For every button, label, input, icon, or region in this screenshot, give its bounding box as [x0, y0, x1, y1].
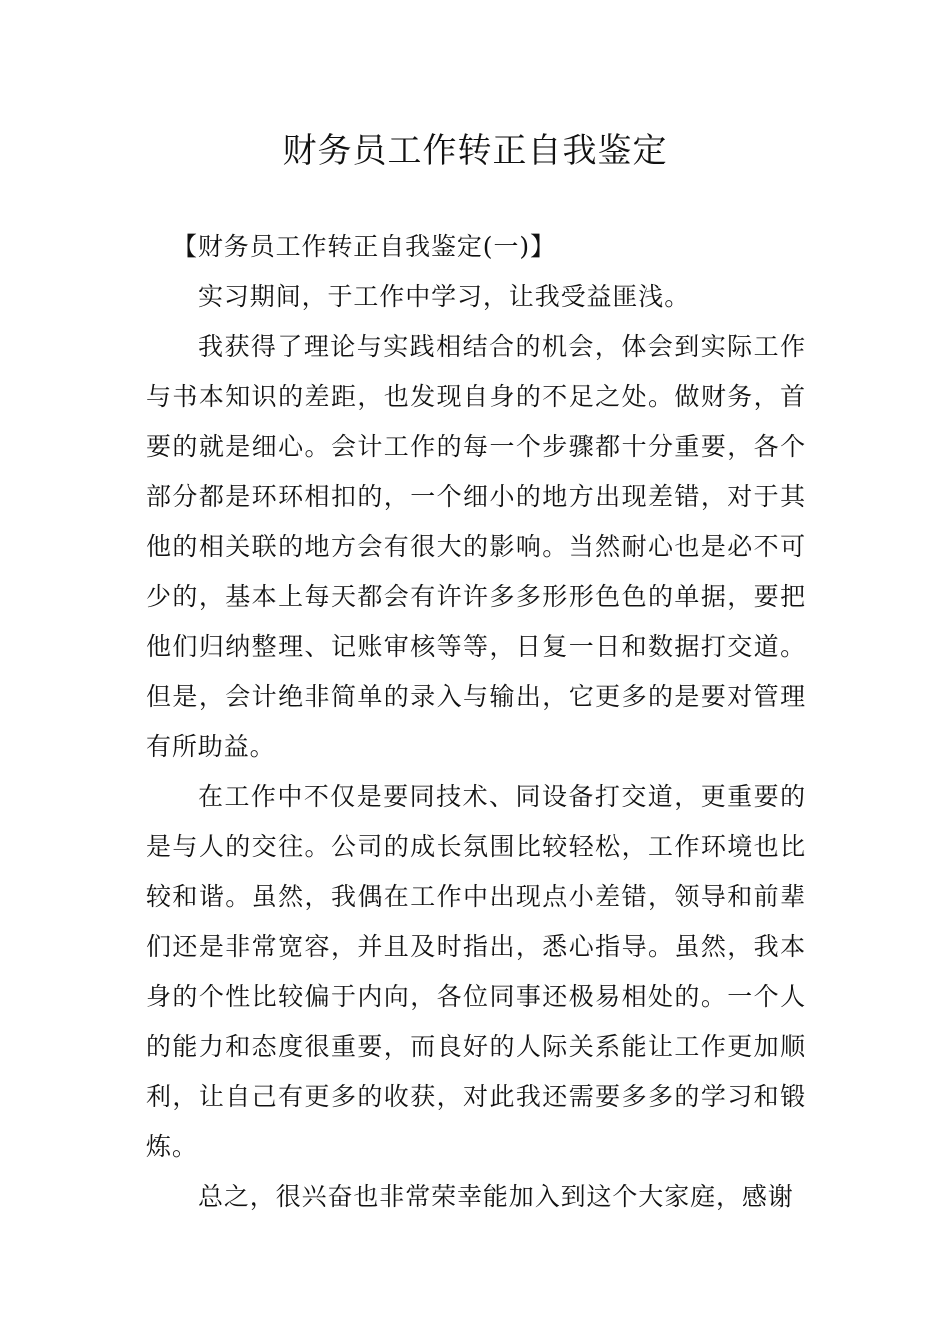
section-heading: 【财务员工作转正自我鉴定(一)】 — [172, 232, 556, 261]
document-body — [146, 222, 806, 1222]
document-title: 财务员工作转正自我鉴定 — [282, 131, 668, 171]
paragraph-2: 我获得了理论与实践相结合的机会，体会到实际工作与书本知识的差距，也发现自身的不足之处。做财务，首要的就是细心。会计工作的每一个步骤都十分重要，各个部分都是环环相扣的，一个细小的地方出现差错，对于其他的相关联的地方会有很大的影响。当然耐心也是必不可少的，基本上每天都会有许许多多形形色色的单据，要把他们归纳整理、记账审核等等，日复一日和数据打交道。但是，会计绝非简单的录入与输出，它更多的是要对管理有所助益。 — [146, 332, 806, 761]
paragraph-4: 总之，很兴奋也非常荣幸能加入到这个大家庭，感谢 — [198, 1182, 794, 1211]
paragraph-1: 实习期间，于工作中学习，让我受益匪浅。 — [198, 282, 691, 311]
paragraph-3: 在工作中不仅是要同技术、同设备打交道，更重要的是与人的交往。公司的成长氛围比较轻松，工作环境也比较和谐。虽然，我偶在工作中出现点小差错，领导和前辈们还是非常宽容，并且及时指出，悉心指导。虽然，我本身的个性比较偏于内向，各位同事还极易相处的。一个人的能力和态度很重要，而良好的人际关系能让工作更加顺利，让自己有更多的收获，对此我还需要多多的学习和锻炼。 — [146, 782, 806, 1161]
